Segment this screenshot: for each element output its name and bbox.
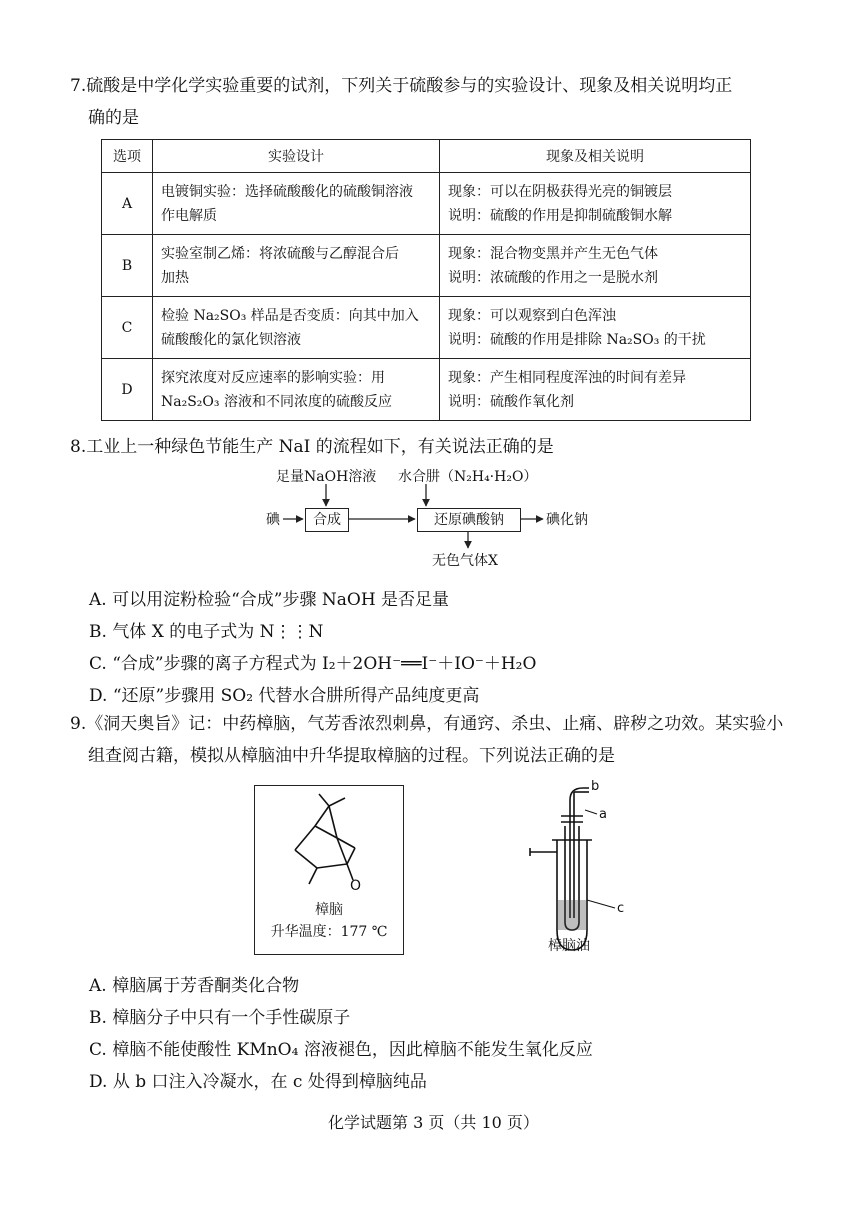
q9-number: 9. xyxy=(70,714,87,734)
header-option: 选项 xyxy=(102,140,153,173)
carbonyl-oxygen-label: O xyxy=(350,878,362,894)
row-design xyxy=(153,359,440,421)
q7-table xyxy=(101,139,751,421)
flow-input-iodine: 碘 xyxy=(266,512,280,528)
camphor-sublimation-temp: 升华温度：177 ℃ xyxy=(270,924,388,940)
page-footer: 化学试题第 3 页（共 10 页） xyxy=(328,1113,539,1132)
q8-number: 8. xyxy=(70,437,87,457)
obs-line: 说明：硫酸作氧化剂 xyxy=(448,393,574,410)
row-design xyxy=(153,235,440,297)
design-line: 实验室制乙烯：将浓硫酸与乙醇混合后 xyxy=(161,245,399,262)
design-line: 电镀铜实验：选择硫酸酸化的硫酸铜溶液 xyxy=(161,183,413,200)
header-design: 实验设计 xyxy=(153,140,440,173)
q7-stem-line2: 确的是 xyxy=(88,108,139,128)
row-option: B xyxy=(102,235,153,297)
table-header-row xyxy=(102,140,751,173)
apparatus-label-camphor-oil: 樟脑油 xyxy=(548,938,590,954)
table-row xyxy=(102,173,751,235)
row-design xyxy=(153,297,440,359)
camphor-name: 樟脑 xyxy=(315,902,343,918)
table-row xyxy=(102,297,751,359)
obs-line: 说明：浓硫酸的作用之一是脱水剂 xyxy=(448,269,658,286)
flow-byproduct-gas: 无色气体X xyxy=(432,553,498,569)
row-option: A xyxy=(102,173,153,235)
flow-reagent-hydrazine: 水合肼（N₂H₄·H₂O） xyxy=(398,469,538,485)
q7-stem-line1: 硫酸是中学化学实验重要的试剂，下列关于硫酸参与的实验设计、现象及相关说明均正 xyxy=(86,76,733,96)
row-observation xyxy=(440,173,751,235)
obs-line: 说明：硫酸的作用是抑制硫酸铜水解 xyxy=(448,207,672,224)
q7-number: 7. xyxy=(70,76,87,96)
q9-stem xyxy=(70,711,840,737)
q8-option-a: A. 可以用淀粉检验“合成”步骤 NaOH 是否足量 xyxy=(89,590,450,610)
q8-option-c: C. “合成”步骤的离子方程式为 I₂＋2OH⁻══I⁻＋IO⁻＋H₂O xyxy=(89,654,537,674)
flow-step-reduction: 还原碘酸钠 xyxy=(417,508,521,532)
flow-output-nai: 碘化钠 xyxy=(546,512,588,528)
design-line: 加热 xyxy=(161,269,189,286)
camphor-structure-diagram xyxy=(255,786,403,896)
design-line: 检验 Na₂SO₃ 样品是否变质：向其中加入 xyxy=(161,307,419,324)
q8-stem-text: 工业上一种绿色节能生产 NaI 的流程如下，有关说法正确的是 xyxy=(86,437,554,457)
row-observation xyxy=(440,235,751,297)
header-observation: 现象及相关说明 xyxy=(440,140,751,173)
obs-line: 现象：可以观察到白色浑浊 xyxy=(448,307,616,324)
sublimation-apparatus xyxy=(515,780,635,955)
table-row xyxy=(102,359,751,421)
row-option: C xyxy=(102,297,153,359)
obs-line: 现象：可以在阴极获得光亮的铜镀层 xyxy=(448,183,672,200)
q8-option-b: B. 气体 X 的电子式为 N⋮⋮N xyxy=(89,622,324,642)
q9-option-a: A. 樟脑属于芳香酮类化合物 xyxy=(89,976,300,996)
row-design xyxy=(153,173,440,235)
q9-option-d: D. 从 b 口注入冷凝水，在 c 处得到樟脑纯品 xyxy=(89,1072,427,1092)
q9-option-c: C. 樟脑不能使酸性 KMnO₄ 溶液褪色，因此樟脑不能发生氧化反应 xyxy=(89,1040,593,1060)
design-line: 探究浓度对反应速率的影响实验：用 xyxy=(161,369,385,386)
q9-stem-line1: 《洞天奥旨》记：中药樟脑，气芳香浓烈刺鼻，有通窍、杀虫、止痛、辟秽之功效。某实验小 xyxy=(86,714,784,734)
q8-option-d: D. “还原”步骤用 SO₂ 代替水合肼所得产品纯度更高 xyxy=(89,686,480,706)
q9-option-b: B. 樟脑分子中只有一个手性碳原子 xyxy=(89,1008,351,1028)
q8-stem xyxy=(70,434,554,460)
design-line: 作电解质 xyxy=(161,207,217,224)
flow-reagent-naoh: 足量NaOH溶液 xyxy=(276,469,377,485)
q7-stem xyxy=(70,73,830,99)
apparatus-label-a: a xyxy=(599,807,607,822)
obs-line: 现象：混合物变黑并产生无色气体 xyxy=(448,245,658,262)
camphor-structure-box xyxy=(254,785,404,955)
q9-stem-line2: 组查阅古籍，模拟从樟脑油中升华提取樟脑的过程。下列说法正确的是 xyxy=(88,746,615,766)
flow-step-synthesis: 合成 xyxy=(305,508,349,532)
row-observation xyxy=(440,359,751,421)
design-line: 硫酸酸化的氯化钡溶液 xyxy=(161,331,301,348)
obs-line: 说明：硫酸的作用是排除 Na₂SO₃ 的干扰 xyxy=(448,331,706,348)
apparatus-label-c: c xyxy=(617,901,625,916)
row-observation xyxy=(440,297,751,359)
apparatus-label-b: b xyxy=(591,780,600,794)
design-line: Na₂S₂O₃ 溶液和不同浓度的硫酸反应 xyxy=(161,393,392,410)
obs-line: 现象：产生相同程度浑浊的时间有差异 xyxy=(448,369,686,386)
table-row xyxy=(102,235,751,297)
row-option: D xyxy=(102,359,153,421)
